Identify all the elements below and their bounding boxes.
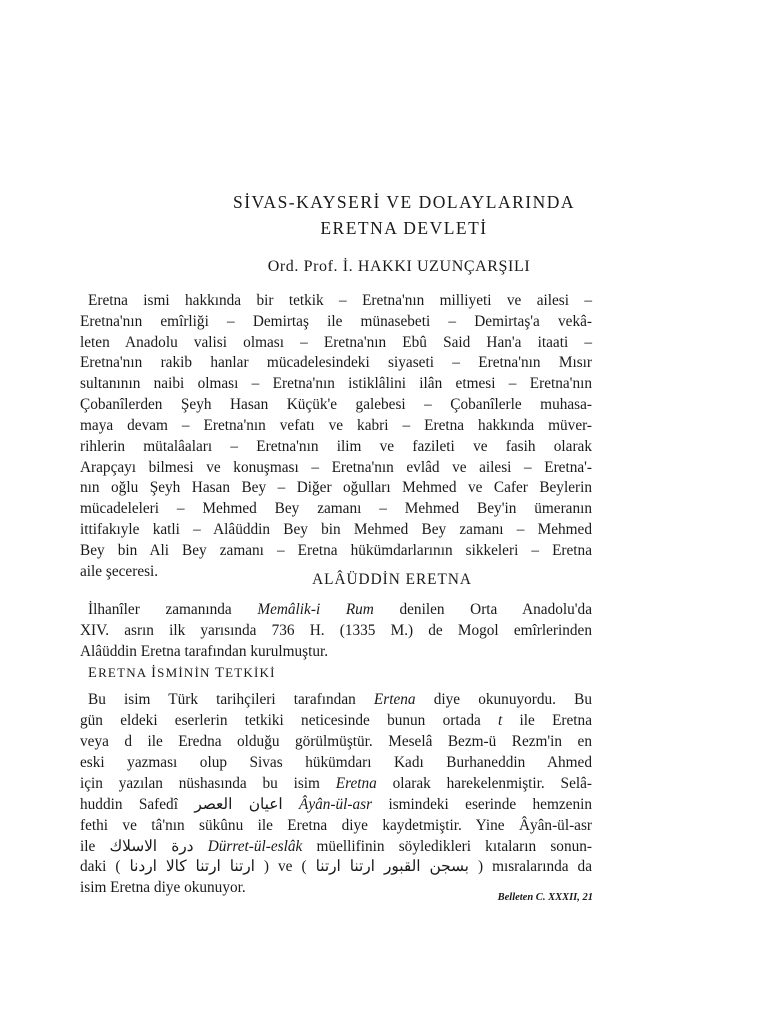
- section-heading: ALÂÜDDİN ERETNA: [312, 571, 472, 588]
- intro-line: İlhanîler zamanında Memâlik-i Rum denilen Orta Anadolu'da: [88, 601, 592, 618]
- summary-line: rihlerin mütalâaları – Eretna'nın ilim ve fazileti ve fasih olarak: [80, 438, 592, 455]
- body-line: için yazılan nüshasında bu isim Eretna olarak harekelenmiştir. Selâ-: [80, 775, 592, 792]
- author-name: Ord. Prof. İ. HAKKI UZUNÇARŞILI: [267, 258, 531, 275]
- summary-line: leten Anadolu valisi olması – Eretna'nın Ebû Said Han'a itaati –: [80, 334, 592, 351]
- summary-line: Eretna'nın emîrliği – Demirtaş ile münasebeti – Demirtaş'a vekâ-: [80, 313, 592, 330]
- summary-line: nın oğlu Şeyh Hasan Bey – Diğer oğulları Mehmed ve Cafer Beylerin: [80, 479, 592, 496]
- summary-line: ittifakıyle katli – Alâüddin Bey bin Mehmed Bey zamanı – Mehmed: [80, 521, 592, 538]
- body-line: Bu isim Türk tarihçileri tarafından Ertena diye okunuyordu. Bu: [88, 691, 592, 708]
- article-title-line-1: SİVAS-KAYSERİ VE DOLAYLARINDA: [232, 192, 575, 212]
- body-line: huddin Safedî اعيان العصر Âyân-ül-asr ismindeki eserinde hemzenin: [80, 796, 592, 813]
- body-line: eski yazması olup Sivas hükümdarı Kadı Burhaneddin Ahmed: [80, 754, 592, 771]
- summary-line: Eretna ismi hakkında bir tetkik – Eretna'nın milliyeti ve ailesi –: [88, 292, 592, 309]
- subsection-heading: ERETNA İSMİNİN TETKİKİ: [88, 665, 276, 681]
- summary-line: Arapçayı bilmesi ve konuşması – Eretna'nın evlâd ve ailesi – Eretna'-: [80, 459, 592, 476]
- summary-line: Eretna'nın rakib hanlar mücadelesindeki siyaseti – Eretna'nın Mısır: [80, 354, 592, 371]
- intro-line: XIV. asrın ilk yarısında 736 H. (1335 M.) de Mogol emîrlerinden: [80, 622, 592, 639]
- body-line: gün eldeki eserlerin tetkiki neticesinde bunun ortada t ile Eretna: [80, 712, 592, 729]
- summary-line: aile şeceresi.: [80, 563, 159, 580]
- intro-line: Alâüddin Eretna tarafından kurulmuştur.: [80, 643, 329, 660]
- page-footer: Belleten C. XXXII, 21: [497, 892, 593, 903]
- body-line: isim Eretna diye okunuyor.: [80, 879, 246, 896]
- summary-line: mücadeleleri – Mehmed Bey zamanı – Mehmed Bey'in ümeranın: [80, 500, 592, 517]
- body-line: veya d ile Eredna olduğu görülmüştür. Meselâ Bezm-ü Rezm'in en: [80, 733, 592, 750]
- summary-line: maya devam – Eretna'nın vefatı ve kabri – Eretna hakkında müver-: [80, 417, 592, 434]
- article-title-line-2: ERETNA DEVLETİ: [320, 218, 488, 238]
- summary-line: Çobanîlerden Şeyh Hasan Küçük'e galebesi – Çobanîlerle muhasa-: [80, 396, 592, 413]
- body-line: daki ( ارتنا ارتنا كالا اردنا ) ve ( بسجن القبور ارتنا ارتنا ) mısralarında da: [80, 858, 592, 875]
- body-line: ile درة الاسلاك Dürret-ül-eslâk müellifinin söyledikleri kıtaların sonun-: [80, 838, 592, 855]
- summary-line: sultanının naibi olması – Eretna'nın istiklâlini ilân etmesi – Eretna'nın: [80, 375, 592, 392]
- summary-line: Bey bin Ali Bey zamanı – Eretna hükümdarlarının sikkeleri – Eretna: [80, 542, 592, 559]
- body-line: fethi ve tâ'nın sükûnu ile Eretna diye kaydetmiştir. Yine Âyân-ül-asr: [80, 817, 592, 834]
